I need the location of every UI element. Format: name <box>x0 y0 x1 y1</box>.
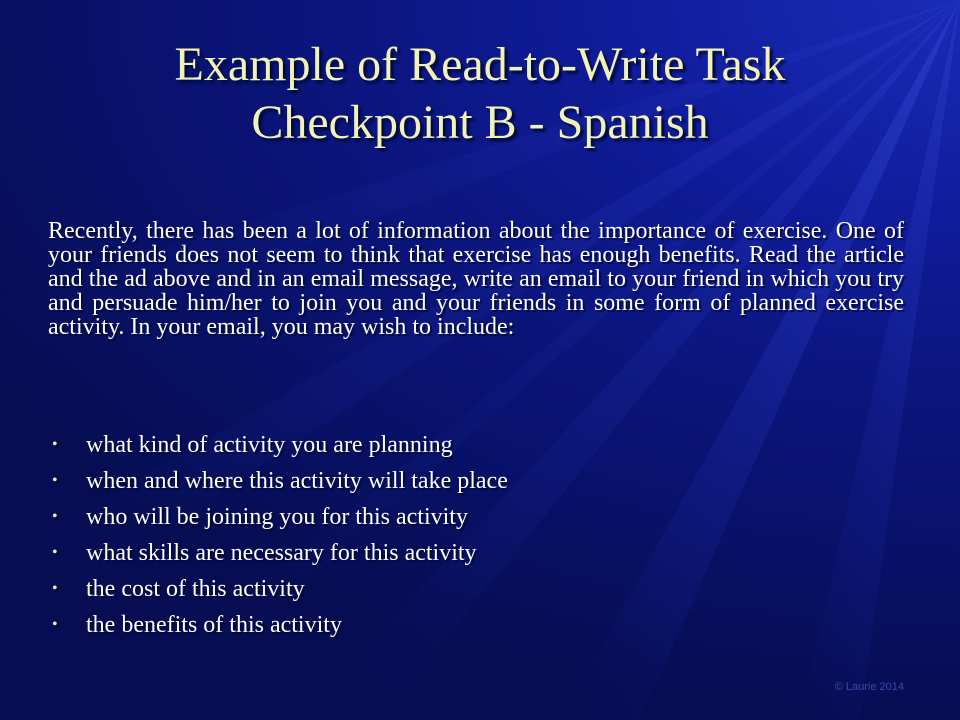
bullet-text: when and where this activity will take place <box>86 468 508 494</box>
copyright-footer: © Laurie 2014 <box>834 681 904 693</box>
title-line-1: Example of Read-to-Write Task <box>174 38 786 91</box>
bullet-list <box>52 430 902 646</box>
bullet-item <box>52 538 902 574</box>
bullet-text: what skills are necessary for this activity <box>86 540 477 566</box>
bullet-item <box>52 610 902 646</box>
bullet-icon: • <box>52 616 58 633</box>
bullet-icon: • <box>52 508 58 525</box>
slide-title <box>40 36 920 152</box>
bullet-item <box>52 502 902 538</box>
bullet-icon: • <box>52 472 58 489</box>
bullet-icon: • <box>52 580 58 597</box>
bullet-item <box>52 430 902 466</box>
bullet-item <box>52 574 902 610</box>
bullet-text: the cost of this activity <box>86 576 305 602</box>
bullet-icon: • <box>52 544 58 561</box>
bullet-text: what kind of activity you are planning <box>86 432 453 458</box>
title-line-2: Checkpoint B - Spanish <box>251 96 709 149</box>
bullet-icon: • <box>52 436 58 453</box>
bullet-item <box>52 466 902 502</box>
bullet-text: the benefits of this activity <box>86 612 342 638</box>
bullet-text: who will be joining you for this activity <box>86 504 468 530</box>
task-paragraph: Recently, there has been a lot of information about the importance of exercise. One of your friends does not seem to think that exercise has enough benefits. Read the article and the ad above and in an email message, write an email to your friend in which you try and persuade him/her to join you and your friends in some form of planned exercise activity. In your email, you may wish to include: <box>48 218 904 340</box>
